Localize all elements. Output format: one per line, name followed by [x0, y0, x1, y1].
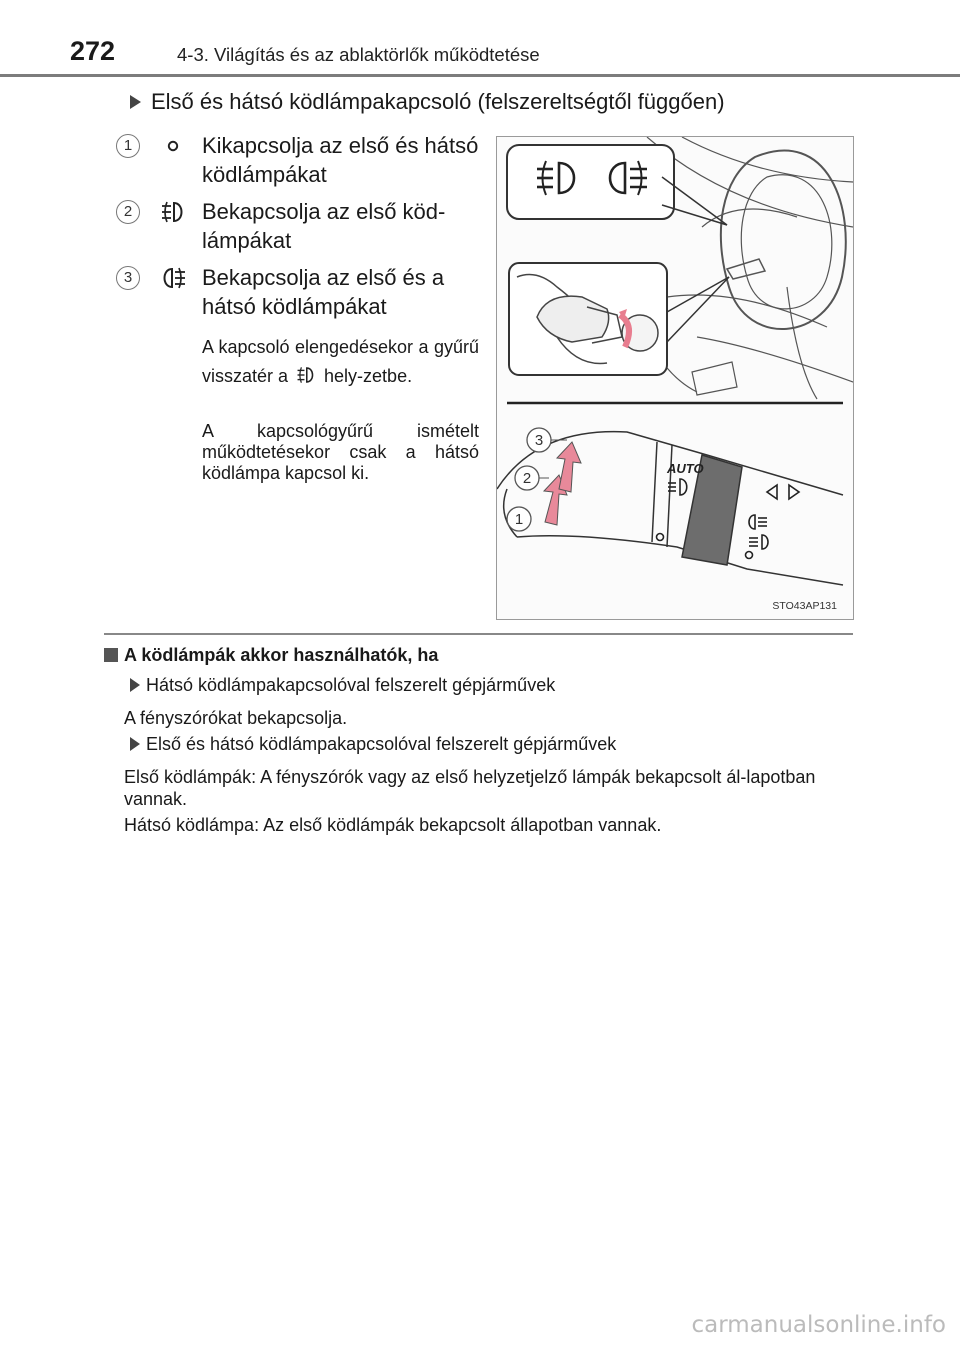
header-divider: [0, 74, 960, 77]
note-release: [202, 333, 479, 391]
number-badge: 3: [116, 266, 140, 290]
bullet-text: Első és hátsó ködlámpakapcsolóval felszerelt gépjárművek: [146, 734, 617, 754]
note-release-text-before: A kapcsoló elengedésekor a gyűrű visszatér a: [202, 337, 479, 386]
fog-switch-illustration: [497, 137, 853, 619]
bullet-triangle-icon: [130, 678, 140, 692]
item-text: Bekapcsolja az első köd-lámpákat: [202, 199, 446, 253]
bullet-text: Hátsó ködlámpakapcsolóval felszerelt gépjárművek: [146, 675, 556, 695]
front-fog-light-icon: [158, 199, 188, 225]
conditions-subheading: [104, 645, 438, 666]
item-text: Bekapcsolja az első és a hátsó ködlámpákat: [202, 265, 445, 319]
paragraph-front-fog: Első ködlámpák: A fényszórók vagy az első helyzetjelző lámpák bekapcsolt ál-lapotban vannak.: [124, 767, 816, 809]
callout-2: 2: [522, 470, 532, 487]
off-circle-icon: [158, 133, 188, 159]
auto-label: AUTO: [667, 461, 704, 476]
main-heading: [130, 89, 725, 115]
bullet-front-rear-fog-vehicles: [130, 734, 616, 755]
callout-3: 3: [534, 432, 544, 449]
note-repeat: A kapcsológyűrű ismételt működtetésekor csak a hátsó ködlámpa kapcsol ki.: [202, 421, 479, 483]
number-badge: 1: [116, 134, 140, 158]
conditions-subheading-text: A ködlámpák akkor használhatók, ha: [124, 645, 439, 665]
figure-code: STO43AP131: [772, 600, 837, 612]
front-fog-light-icon: [294, 365, 318, 385]
number-badge: 2: [116, 200, 140, 224]
bullet-triangle-icon: [130, 95, 141, 109]
section-title: 4-3. Világítás és az ablaktörlők működtetése: [177, 44, 540, 65]
watermark: carmanualsonline.info: [691, 1312, 946, 1338]
bullet-rear-fog-vehicles: [130, 675, 555, 696]
rear-fog-light-icon: [158, 265, 188, 291]
paragraph-headlights: A fényszórókat bekapcsolja.: [124, 708, 348, 728]
illustration-figure: [496, 136, 854, 620]
page-number: 272: [70, 36, 116, 66]
item-text: Kikapcsolja az első és hátsó ködlámpákat: [202, 133, 479, 187]
main-heading-text: Első és hátsó ködlámpakapcsoló (felszereltségtől függően): [151, 89, 725, 114]
note-release-text-after: hely-zetbe.: [324, 366, 413, 386]
paragraph-rear-fog: Hátsó ködlámpa: Az első ködlámpák bekapcsolt állapotban vannak.: [124, 815, 662, 835]
callout-1: 1: [514, 511, 524, 528]
square-bullet-icon: [104, 648, 118, 662]
bullet-triangle-icon: [130, 737, 140, 751]
section-divider: [104, 633, 853, 635]
